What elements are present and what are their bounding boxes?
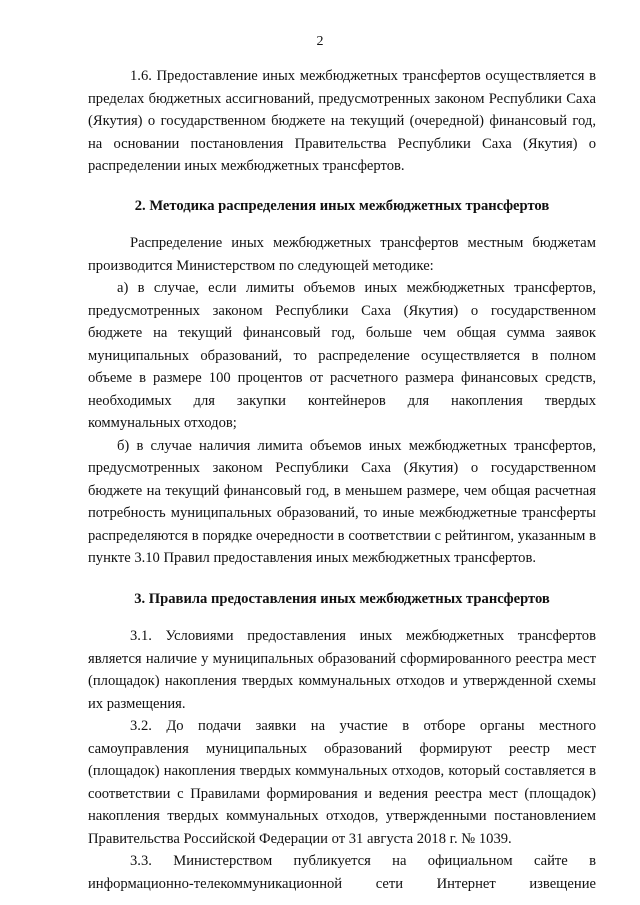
- paragraph-1-6: 1.6. Предоставление иных межбюджетных трансфертов осуществляется в пределах бюджетных ассигнований, предусмотренных законом Республики Саха (Якутия) о государственном бюджете на текущий (очередной) финансовый год, на основании постановления Правительства Республики Саха (Якутия) о распределении иных межбюджетных трансфертов.: [88, 68, 596, 174]
- section-3-heading: 3. Правила предоставления иных межбюджетных трансфертов: [134, 590, 550, 607]
- section-2-item-a-end: коммунальных отходов;: [88, 415, 237, 431]
- section-2-item-b: б) в случае наличия лимита объемов иных межбюджетных трансфертов, предусмотренных законом Республики Саха (Якутия) о государственном бюджете на текущий финансовый год, в меньшем размере, чем общая расчетная потребность муниципальных образований, то иные межбюджетные трансферты распределяются в порядке очередности в соответствии с рейтингом, указанным в пункте 3.10 Правил предоставления иных межбюджетных трансфертов.: [88, 437, 596, 566]
- paragraph-3-1: 3.1. Условиями предоставления иных межбюджетных трансфертов является наличие у муниципальных образований сформированного реестра мест (площадок) накопления твердых коммунальных отходов и утвержденной схемы их размещения.: [88, 628, 596, 712]
- section-2-item-a: а) в случае, если лимиты объемов иных межбюджетных трансфертов, предусмотренных законом Республики Саха (Якутия) о государственном бюджете на текущий финансовый год, больше чем общая сумма заявок муниципальных образований, то распределение осуществляется в полном объеме в размере 100 процентов от расчетного размера финансовых средств, необходимых для закупки контейнеров для накопления твердых: [88, 280, 596, 409]
- section-2-intro: Распределение иных межбюджетных трансфертов местным бюджетам производится Министерством по следующей методике:: [88, 235, 596, 274]
- document-body: [88, 65, 596, 895]
- paragraph-3-2: 3.2. До подачи заявки на участие в отборе органы местного самоуправления муниципальных образований формируют реестр мест (площадок) накопления твердых коммунальных отходов, который составляется в соответствии с Правилами формирования и ведения реестра мест (площадок) накопления твердых коммунальных отходов, утвержденными постановлением Правительства Российской Федерации от 31 августа 2018 г. № 1039.: [88, 718, 596, 847]
- paragraph-3-3: 3.3. Министерством публикуется на официальном сайте в информационно-телекоммуникационной сети Интернет извещение: [88, 853, 596, 892]
- page-number: 2: [316, 34, 324, 49]
- section-2-heading: 2. Методика распределения иных межбюджетных трансфертов: [134, 197, 550, 214]
